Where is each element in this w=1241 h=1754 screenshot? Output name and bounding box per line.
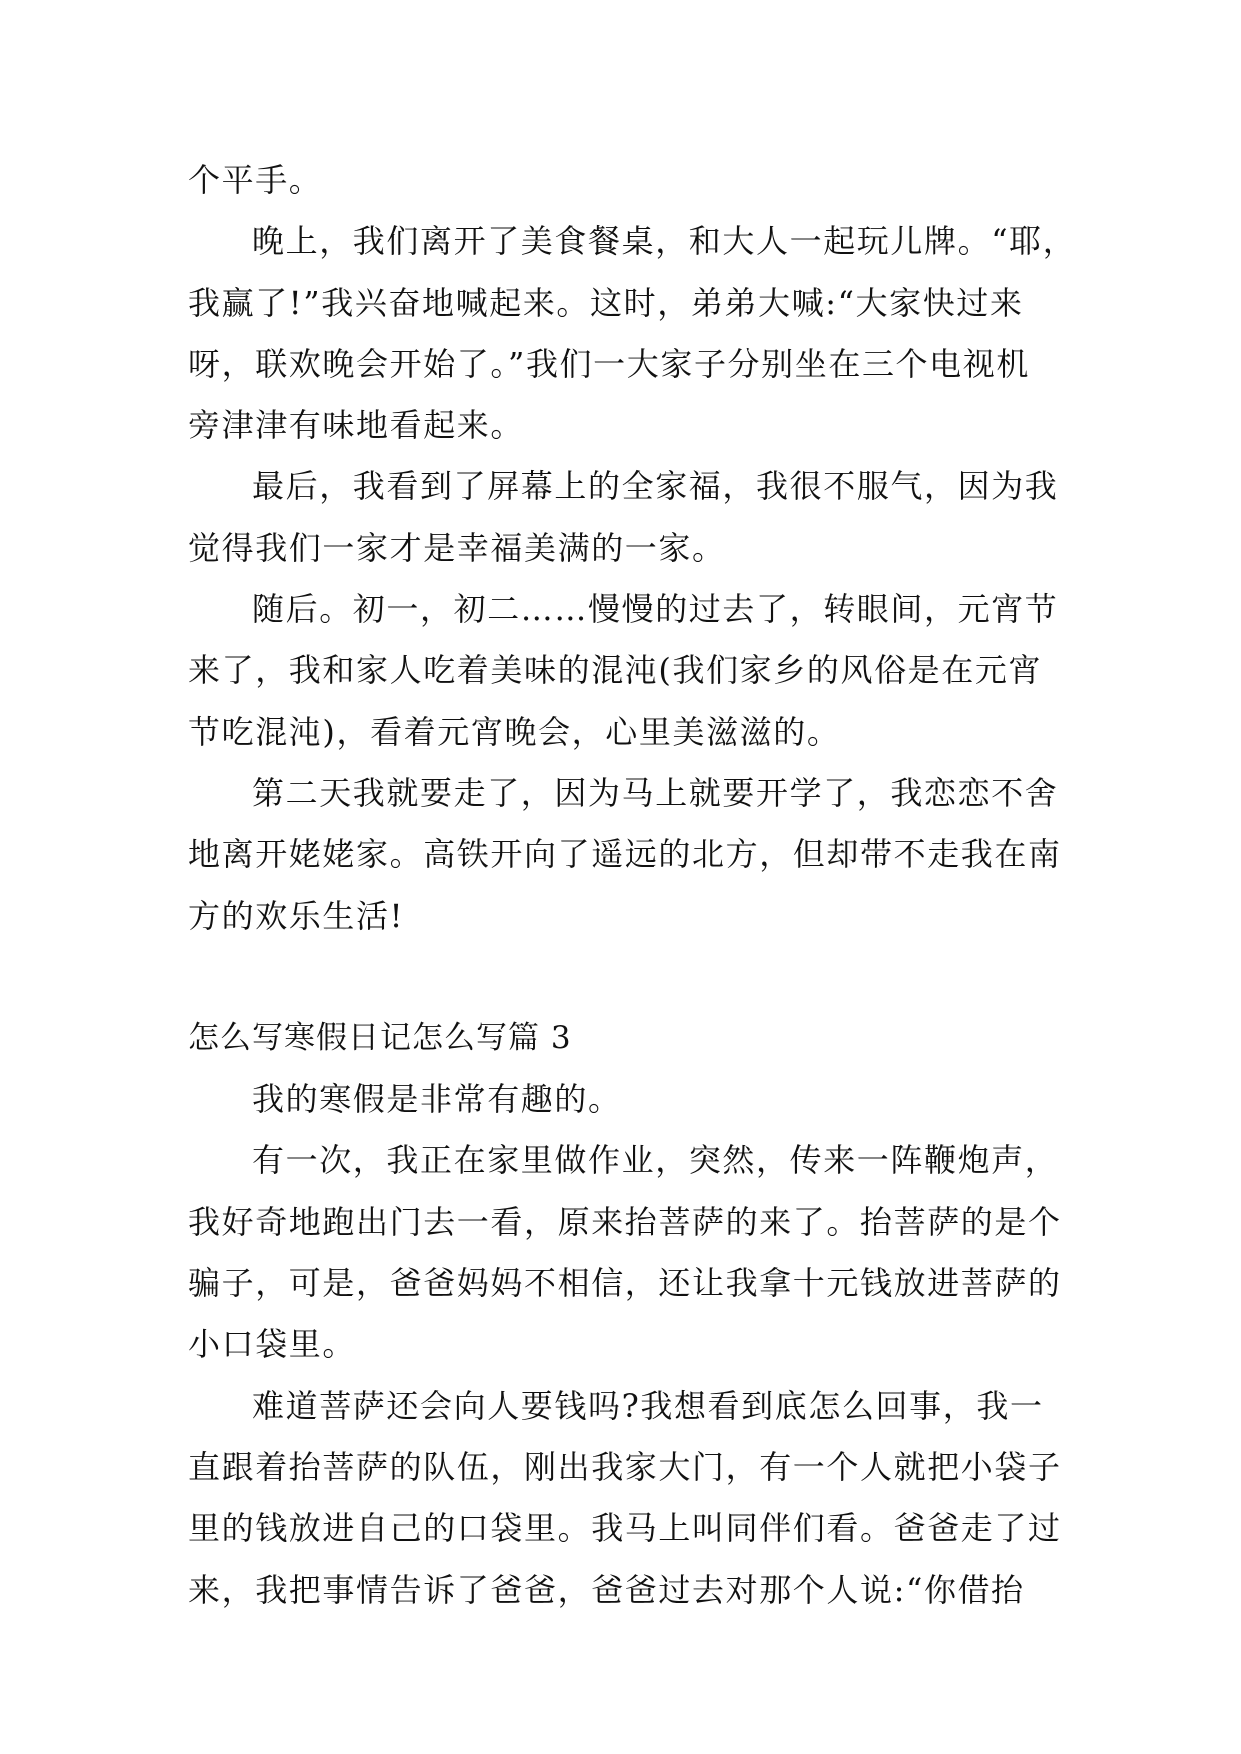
paragraph-line: 旁津津有味地看起来。 [188, 406, 525, 445]
document-body [188, 150, 1077, 1621]
paragraph-line: 骗子，可是，爸爸妈妈不相信，还让我拿十元钱放进菩萨的 [188, 1264, 1062, 1303]
paragraph-firecrackers [188, 1130, 1068, 1375]
paragraph-line: 随后。初一，初二……慢慢的过去了，转眼间，元宵节 [252, 590, 1059, 629]
paragraph-line: 难道菩萨还会向人要钱吗?我想看到底怎么回事，我一 [252, 1386, 1044, 1425]
paragraph-line: 方的欢乐生活! [188, 896, 405, 935]
paragraph-line: 来，我把事情告诉了爸爸，爸爸过去对那个人说:“你借抬 [188, 1570, 1025, 1609]
paragraph-line: 我的寒假是非常有趣的。 [252, 1080, 622, 1119]
paragraph-line: 直跟着抬菩萨的队伍，刚出我家大门，有一个人就把小袋子 [188, 1447, 1062, 1486]
paragraph-evening-cards [188, 211, 1077, 456]
paragraph-line: 节吃混沌)，看着元宵晚会，心里美滋滋的。 [188, 712, 841, 751]
paragraph-line: 小口袋里。 [188, 1325, 357, 1364]
paragraph-line: 个平手。 [188, 161, 323, 199]
paragraph-line: 晚上，我们离开了美食餐桌，和大人一起玩儿牌。“耶， [252, 222, 1077, 261]
paragraph-line: 地离开姥姥家。高铁开向了遥远的北方，但却带不走我在南 [188, 835, 1062, 874]
paragraph-line: 里的钱放进自己的口袋里。我马上叫同伴们看。爸爸走了过 [188, 1509, 1062, 1548]
paragraph-following [188, 1376, 1068, 1621]
paragraph-line: 我赢了!”我兴奋地喊起来。这时，弟弟大喊:“大家快过来 [188, 283, 1024, 322]
paragraph-line: 有一次，我正在家里做作业，突然，传来一阵鞭炮声， [252, 1141, 1059, 1180]
paragraph-lantern-festival [188, 579, 1068, 763]
paragraph-line: 来了，我和家人吃着美味的混沌(我们家乡的风俗是在元宵 [188, 651, 1043, 690]
paragraph-line: 觉得我们一家才是幸福美满的一家。 [188, 528, 726, 567]
paragraph-family-photo [188, 456, 1068, 579]
section-heading: 怎么写寒假日记怎么写篇 3 [188, 1019, 572, 1056]
paragraph-line: 第二天我就要走了，因为马上就要开学了，我恋恋不舍 [252, 773, 1059, 812]
paragraph-leaving [188, 763, 1068, 947]
paragraph-continuation [188, 150, 1068, 211]
paragraph-intro [188, 1069, 1068, 1130]
paragraph-line: 呀，联欢晚会开始了。”我们一大家子分别坐在三个电视机 [188, 344, 1030, 383]
paragraph-line: 最后，我看到了屏幕上的全家福，我很不服气，因为我 [252, 467, 1059, 506]
paragraph-line: 我好奇地跑出门去一看，原来抬菩萨的来了。抬菩萨的是个 [188, 1202, 1062, 1241]
section-spacer [188, 947, 1068, 1008]
